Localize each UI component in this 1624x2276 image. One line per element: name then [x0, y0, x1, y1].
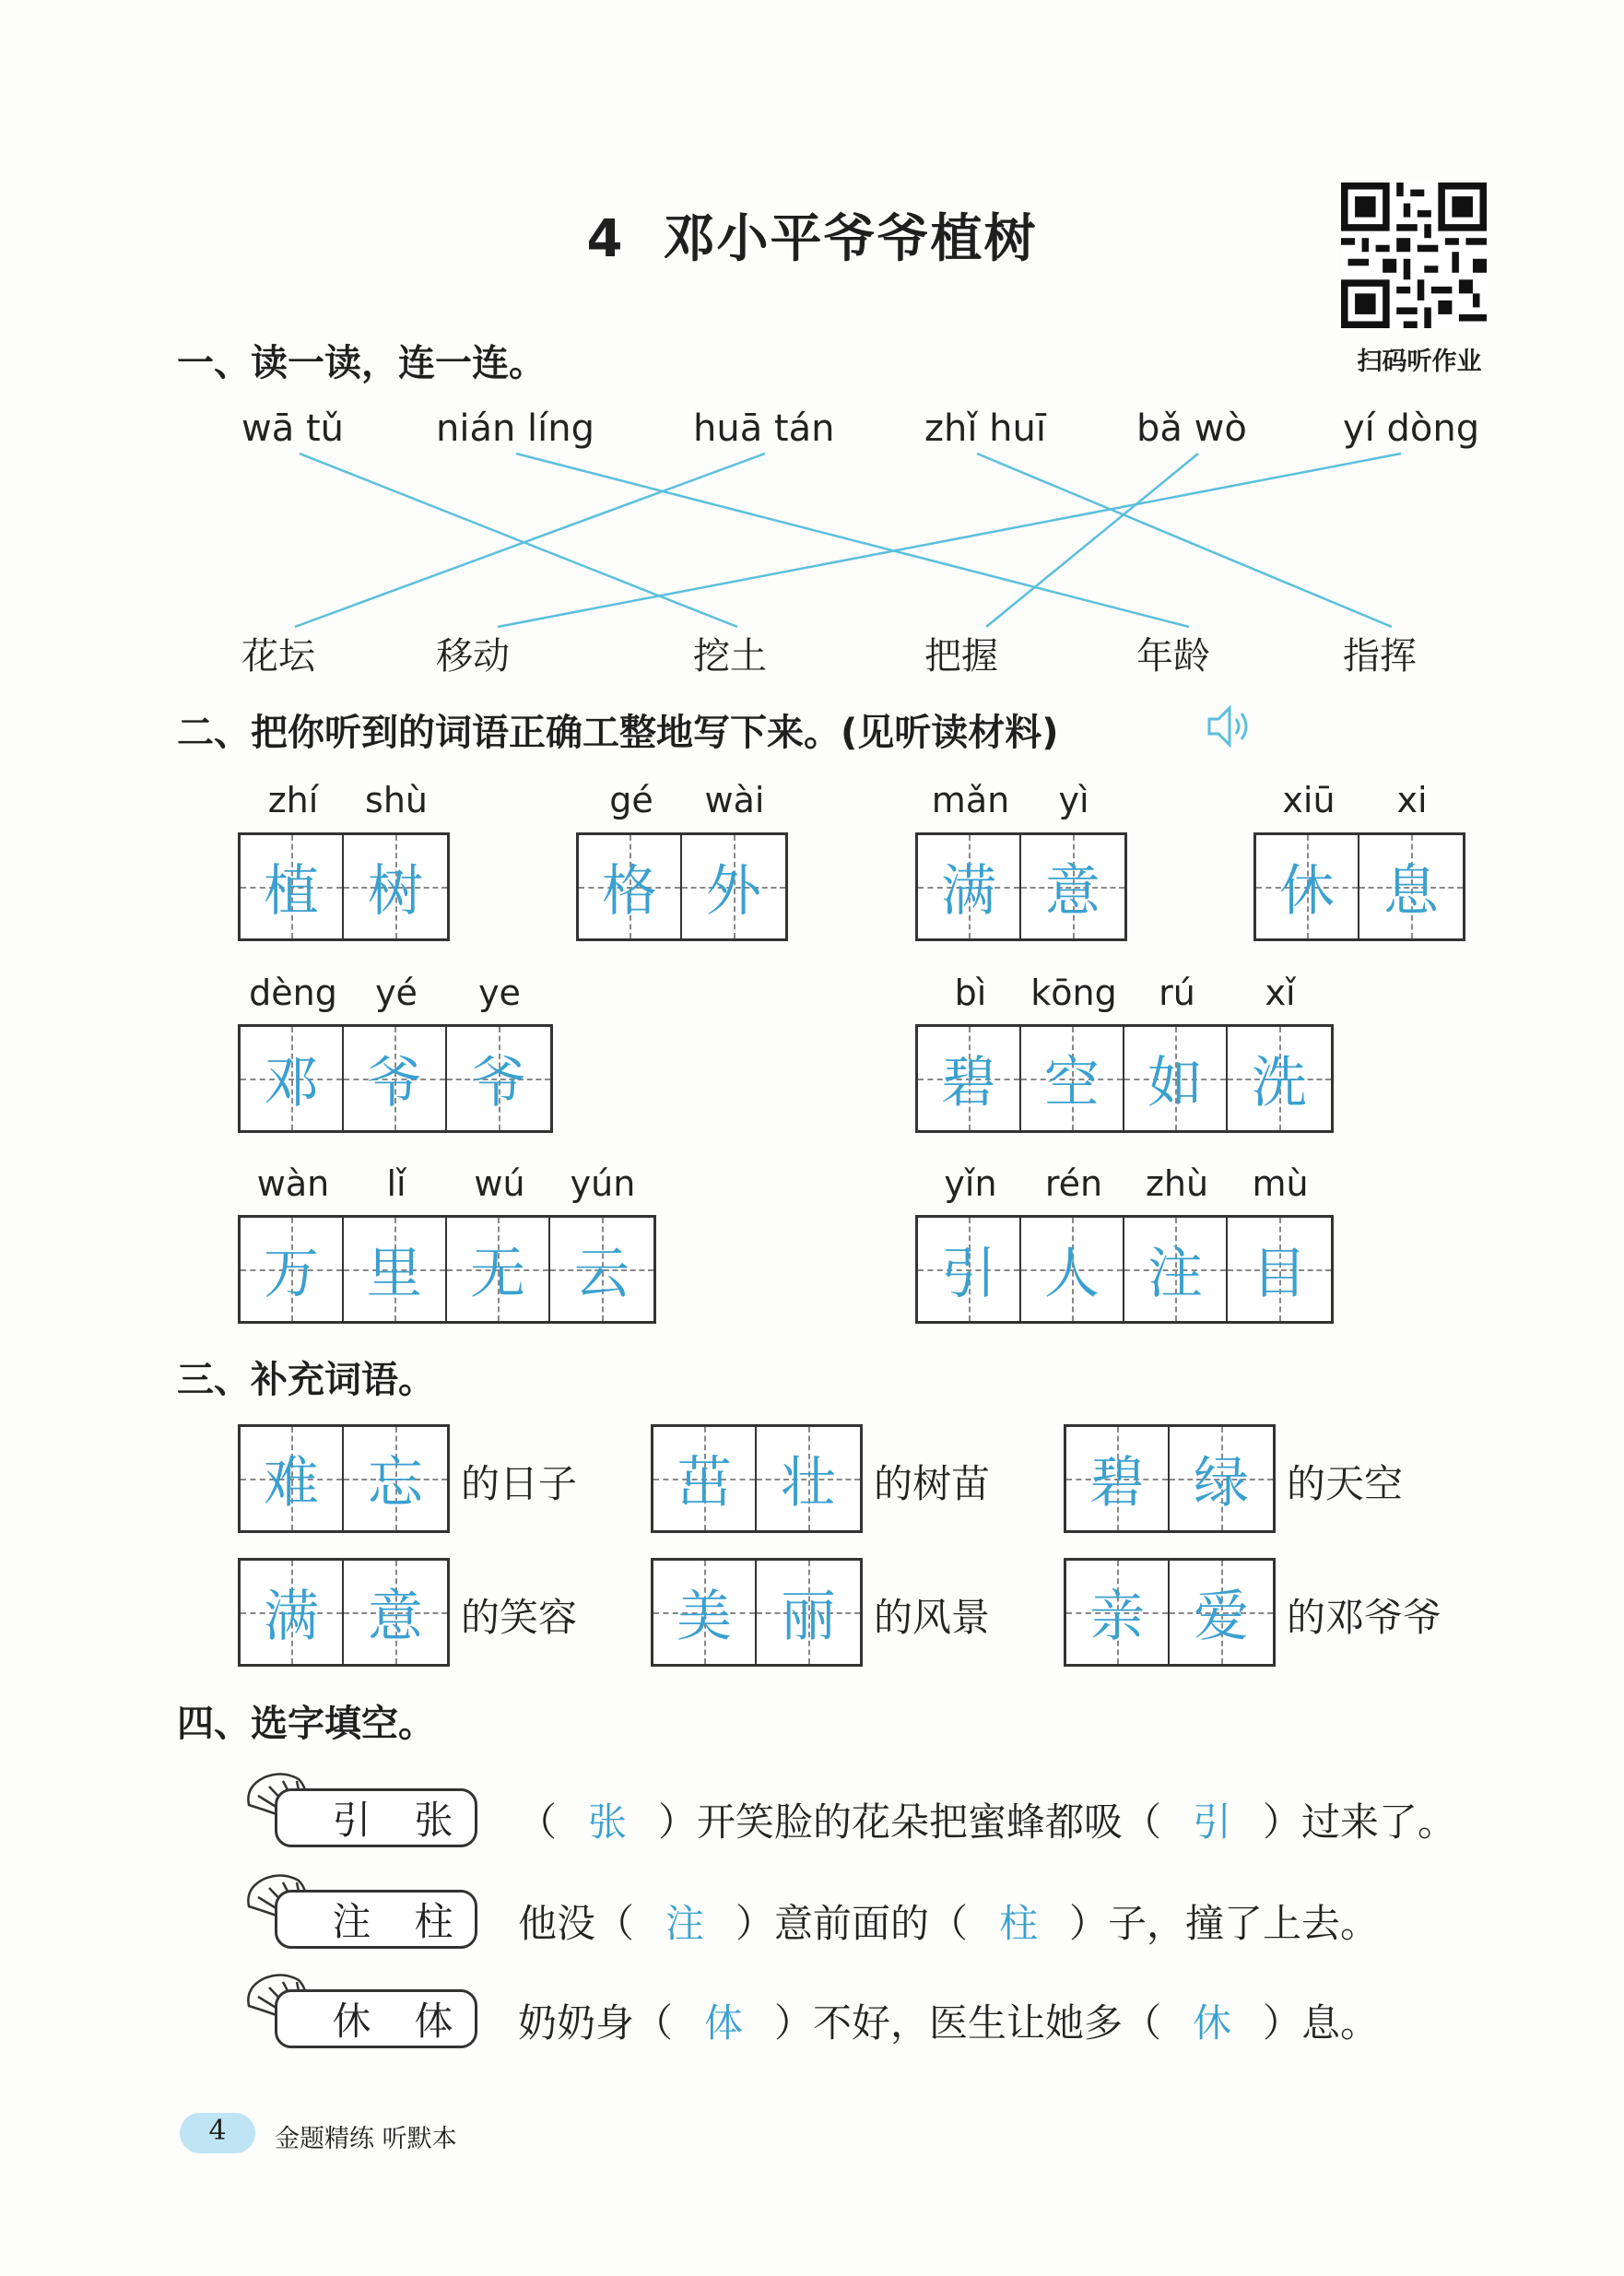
writing-cell[interactable]: 壮	[757, 1427, 860, 1530]
answer-blank[interactable]: 注	[665, 1901, 705, 1946]
writing-cell[interactable]: 绿	[1170, 1427, 1273, 1530]
phrase-suffix: 的天空	[1287, 1461, 1404, 1506]
pinyin-label: wàn	[256, 1163, 330, 1204]
option-char: 休	[332, 1999, 371, 2044]
writing-cell[interactable]: 无	[447, 1218, 550, 1321]
word-yidong: 移动	[436, 635, 510, 678]
fill-sentence-2: 他没（ 注 ）意前面的（ 柱 ）子，撞了上去。	[518, 1893, 1379, 1949]
writing-grid-manyi[interactable]	[915, 832, 1127, 941]
pinyin-hua-tan: huā tán	[693, 407, 835, 450]
option-box-yin-zhang	[275, 1788, 477, 1847]
option-box-xiu-ti	[275, 1989, 477, 2048]
writing-grid-wanliwuyun[interactable]	[238, 1215, 656, 1324]
pinyin-ba-wo: bǎ wò	[1136, 407, 1247, 450]
option-char: 体	[414, 1999, 453, 2044]
fill-grid-meili[interactable]	[651, 1558, 863, 1667]
writing-cell[interactable]: 爱	[1170, 1561, 1273, 1664]
phrase-suffix: 的风景	[874, 1595, 991, 1640]
pinyin-label: bì	[954, 973, 987, 1013]
phrase-suffix: 的笑容	[461, 1595, 578, 1640]
pinyin-label: xiū	[1282, 780, 1336, 820]
writing-cell[interactable]: 满	[241, 1561, 344, 1664]
writing-grid-xiuxi[interactable]	[1253, 832, 1465, 941]
writing-cell[interactable]: 植	[241, 835, 344, 938]
pinyin-label: xi	[1396, 780, 1428, 820]
section3-heading: 三、补充词语。	[177, 1359, 435, 1401]
writing-cell[interactable]: 万	[241, 1218, 344, 1321]
option-char: 张	[414, 1798, 453, 1843]
writing-cell[interactable]: 美	[653, 1561, 757, 1664]
writing-cell[interactable]: 格	[579, 835, 682, 938]
pinyin-nian-ling: nián líng	[436, 407, 595, 450]
writing-cell[interactable]: 云	[550, 1218, 653, 1321]
qr-caption: 扫码听作业	[1357, 348, 1482, 376]
writing-grid-yinrenzhumu[interactable]	[915, 1215, 1334, 1324]
pinyin-label: wú	[474, 1163, 525, 1204]
word-watu: 挖土	[693, 635, 767, 678]
writing-cell[interactable]: 目	[1228, 1218, 1331, 1321]
pinyin-label: yǐn	[944, 1163, 997, 1204]
pinyin-label: yì	[1058, 780, 1089, 820]
writing-grid-zhishu[interactable]	[238, 832, 450, 941]
lesson-title: 邓小平爷爷植树	[663, 209, 1038, 269]
fill-sentence-1: （ 张 ）开笑脸的花朵把蜜蜂都吸（ 引 ）过来了。	[518, 1792, 1456, 1847]
writing-cell[interactable]: 外	[682, 835, 785, 938]
writing-cell[interactable]: 茁	[653, 1427, 757, 1530]
pinyin-label: yé	[375, 973, 418, 1013]
pinyin-label: yún	[570, 1163, 636, 1204]
writing-cell[interactable]: 息	[1359, 835, 1463, 938]
section1-heading: 一、读一读，连一连。	[177, 342, 546, 384]
pinyin-label: zhù	[1145, 1163, 1209, 1204]
fill-sentence-3: 奶奶身（ 体 ）不好，医生让她多（ 休 ）息。	[518, 1993, 1379, 2048]
pinyin-label: xǐ	[1265, 973, 1296, 1013]
word-huatan: 花坛	[241, 635, 315, 678]
pinyin-label: gé	[609, 780, 653, 820]
writing-grid-bikongruxi[interactable]	[915, 1024, 1334, 1133]
footer-text: 金题精练 听默本	[275, 2125, 457, 2153]
writing-cell[interactable]: 意	[1021, 835, 1124, 938]
match-line-huatan	[295, 454, 765, 627]
writing-cell[interactable]: 爷	[447, 1027, 550, 1130]
pinyin-label: rú	[1159, 973, 1195, 1013]
lesson-number: 4	[586, 209, 625, 269]
writing-cell[interactable]: 休	[1256, 835, 1359, 938]
writing-cell[interactable]: 注	[1124, 1218, 1228, 1321]
pinyin-label: wài	[704, 780, 765, 820]
word-zhihui: 指挥	[1343, 635, 1417, 678]
fill-grid-zhuozhuang[interactable]	[651, 1424, 863, 1533]
writing-grid-gewai[interactable]	[576, 832, 788, 941]
writing-cell[interactable]: 难	[241, 1427, 344, 1530]
writing-cell[interactable]: 人	[1021, 1218, 1124, 1321]
writing-cell[interactable]: 碧	[918, 1027, 1021, 1130]
qr-code-icon[interactable]	[1341, 183, 1487, 328]
pinyin-label: ye	[478, 973, 521, 1013]
match-line-yidong	[498, 454, 1401, 627]
pinyin-wa-tu: wā tǔ	[241, 407, 344, 450]
pinyin-label: dèng	[249, 973, 337, 1013]
match-line-watu	[300, 454, 737, 627]
option-char: 注	[332, 1899, 371, 1944]
pinyin-zhi-hui: zhǐ huī	[924, 407, 1046, 450]
writing-cell[interactable]: 洗	[1228, 1027, 1331, 1130]
writing-cell[interactable]: 邓	[241, 1027, 344, 1130]
pinyin-label: mǎn	[931, 780, 1010, 820]
option-char: 柱	[414, 1899, 453, 1944]
answer-blank[interactable]: 引	[1193, 1799, 1232, 1845]
writing-cell[interactable]: 里	[344, 1218, 447, 1321]
writing-grid-dengyeye[interactable]	[238, 1024, 553, 1133]
option-box-zhu	[275, 1890, 477, 1949]
speaker-icon[interactable]	[1206, 702, 1257, 750]
answer-blank[interactable]: 休	[1193, 2000, 1232, 2046]
pinyin-label: mù	[1252, 1163, 1309, 1204]
writing-cell[interactable]: 亲	[1066, 1561, 1170, 1664]
phrase-suffix: 的邓爷爷	[1287, 1595, 1442, 1640]
fill-grid-qinai[interactable]	[1064, 1558, 1276, 1667]
phrase-suffix: 的日子	[461, 1461, 578, 1506]
fill-grid-nanwang[interactable]	[238, 1424, 450, 1533]
fill-grid-manyi[interactable]	[238, 1558, 450, 1667]
pinyin-label: lǐ	[386, 1163, 406, 1204]
pinyin-label: rén	[1044, 1163, 1103, 1204]
writing-cell[interactable]: 空	[1021, 1027, 1124, 1130]
answer-blank[interactable]: 柱	[999, 1901, 1039, 1946]
section2-heading: 二、把你听到的词语正确工整地写下来。(见听读材料)	[177, 712, 1059, 754]
writing-cell[interactable]: 如	[1124, 1027, 1228, 1130]
match-line-bawo	[986, 454, 1198, 627]
writing-cell[interactable]: 引	[918, 1218, 1021, 1321]
pinyin-yi-dong: yí dòng	[1343, 407, 1480, 450]
pinyin-label: shù	[365, 780, 428, 820]
option-char: 引	[332, 1798, 371, 1843]
word-bawo: 把握	[924, 635, 998, 678]
page-number: 4	[208, 2115, 227, 2147]
writing-cell[interactable]: 满	[918, 835, 1021, 938]
pinyin-label: zhí	[267, 780, 319, 820]
word-nianling: 年龄	[1136, 635, 1210, 678]
writing-cell[interactable]: 树	[344, 835, 447, 938]
match-line-zhihui	[977, 454, 1392, 627]
writing-cell[interactable]: 碧	[1066, 1427, 1170, 1530]
match-line-nianling	[516, 454, 1189, 627]
answer-blank[interactable]: 张	[588, 1799, 628, 1845]
phrase-suffix: 的树苗	[874, 1461, 991, 1506]
writing-cell[interactable]: 忘	[344, 1427, 447, 1530]
fill-grid-bilv[interactable]	[1064, 1424, 1276, 1533]
writing-cell[interactable]: 丽	[757, 1561, 860, 1664]
writing-cell[interactable]: 意	[344, 1561, 447, 1664]
writing-cell[interactable]: 爷	[344, 1027, 447, 1130]
pinyin-label: kōng	[1030, 973, 1117, 1013]
answer-blank[interactable]: 体	[704, 2000, 744, 2046]
section4-heading: 四、选字填空。	[177, 1703, 435, 1745]
